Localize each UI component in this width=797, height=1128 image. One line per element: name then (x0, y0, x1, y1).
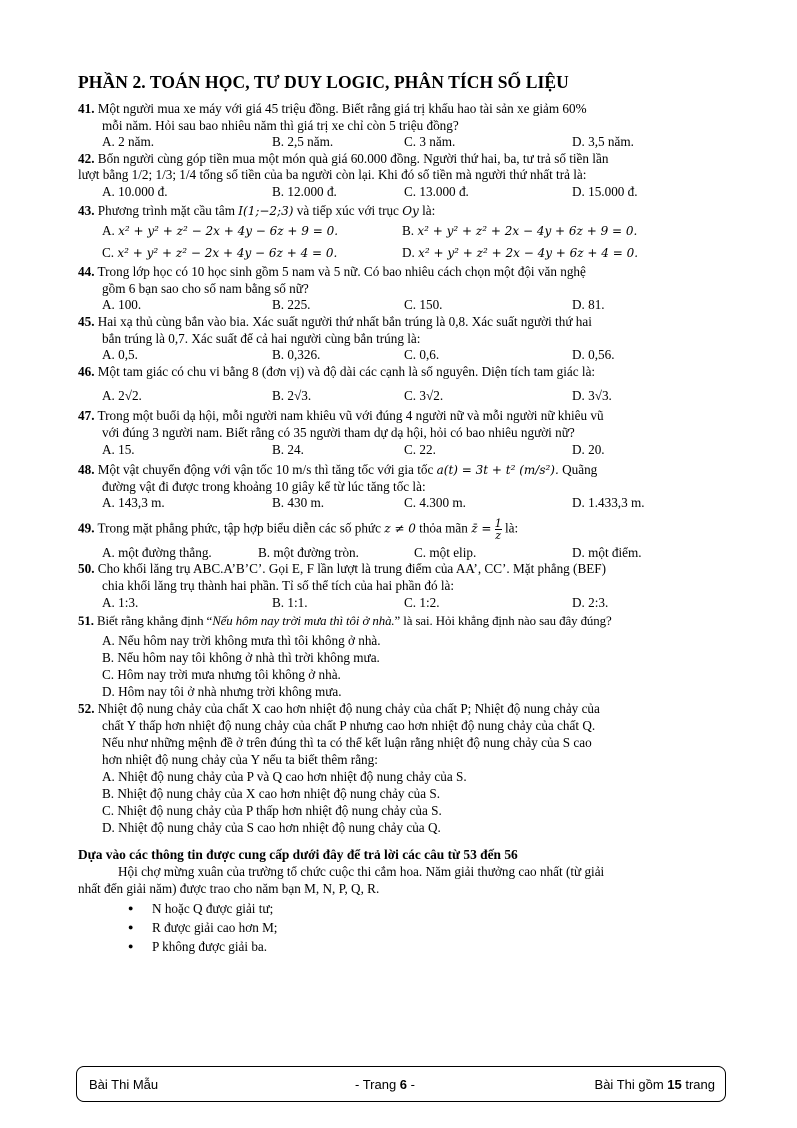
question-41: 41. Một người mua xe máy với giá 45 triệu đồng. Biết rằng giá trị khấu hao tài sản xe giảm 60% mỗi năm. Hỏi sau bao nhiêu năm thì giá trị xe chỉ còn 5 triệu đồng? (78, 101, 587, 133)
footer-exam-name: Bài Thi Mẫu (89, 1076, 159, 1092)
list-item: ● N hoặc Q được giải tư; (152, 899, 724, 918)
list-item: ● R được giải cao hơn M; (152, 918, 724, 937)
options-43-row2: C. x² + y² + z² − 2x + 4y − 6z + 4 = 0. D. x² + y² + z² + 2x − 4y + 6z + 4 = 0. (102, 244, 639, 260)
options-50: A. 1:3. B. 1:1. C. 1:2. D. 2:3. (102, 594, 609, 610)
footer-page-number: - Trang 6 - (355, 1076, 415, 1092)
options-42: A. 10.000 đ. B. 12.000 đ. C. 13.000 đ. D. 15.000 đ. (102, 183, 638, 199)
options-44: A. 100. B. 225. C. 150. D. 81. (102, 297, 605, 313)
question-48: 48. Một vật chuyển động với vận tốc 10 m/s thì tăng tốc với gia tốc a(t) = 3t + t² (m/s²). Quãng đường vật đi được trong khoảng 10 giây kể từ lúc tăng tốc là: (78, 462, 598, 494)
question-42: 42. Bốn người cùng góp tiền mua một món quà giá 60.000 đồng. Người thứ hai, ba, tư trả số tiền lần lượt bằng 1/2; 1/3; 1/4 tổng số tiền của ba người còn lại. Khi đó số tiền mà người thứ nhất trả là: (78, 150, 609, 183)
options-47: A. 15. B. 24. C. 22. D. 20. (102, 441, 605, 457)
options-51: A. Nếu hôm nay trời không mưa thì tôi không ở nhà. B. Nếu hôm nay tôi không ở nhà thì trời không mưa. C. Hôm nay trời mưa nhưng tôi không ở nhà. D. Hôm nay tôi ở nhà nhưng trời không mưa. (102, 632, 381, 699)
passage-heading: Dựa vào các thông tin được cung cấp dưới đây để trả lời các câu từ 53 đến 56 (78, 846, 518, 862)
passage-bullets (78, 899, 724, 956)
question-45: 45. Hai xạ thủ cùng bắn vào bia. Xác suất người thứ nhất bắn trúng là 0,8. Xác suất người thứ hai bắn trúng là 0,7. Xác suất để cả hai người cùng bắn trúng là: (78, 313, 592, 346)
question-51: 51. Biết rằng khẳng định “Nếu hôm nay trời mưa thì tôi ở nhà.” là sai. Hỏi khẳng định nào sau đây đúng? (78, 614, 612, 629)
options-41: A. 2 năm. B. 2,5 năm. C. 3 năm. D. 3,5 năm. (102, 134, 634, 150)
options-48: A. 143,3 m. B. 430 m. C. 4.300 m. D. 1.433,3 m. (102, 495, 645, 511)
page-footer (76, 1066, 726, 1102)
question-44: 44. Trong lớp học có 10 học sinh gồm 5 nam và 5 nữ. Có bao nhiêu cách chọn một đội văn nghệ gồm 6 bạn sao cho số nam bằng số nữ? (78, 264, 586, 296)
passage-text-cont: nhất đến giải năm) được trao cho năm bạn M, N, P, Q, R. (78, 880, 380, 896)
exam-page (78, 72, 724, 956)
options-49: A. một đường thẳng. B. một đường tròn. C. một elip. D. một điểm. (102, 544, 642, 560)
options-45: A. 0,5. B. 0,326. C. 0,6. D. 0,56. (102, 347, 615, 363)
options-52: A. Nhiệt độ nung chảy của P và Q cao hơn nhiệt độ nung chảy của S. B. Nhiệt độ nung chảy của X cao hơn nhiệt độ nung chảy của S. C. Nhiệt độ nung chảy của P thấp hơn nhiệt độ nung chảy của S. D. Nhiệt độ nung chảy của S cao hơn nhiệt độ nung chảy của Q. (102, 768, 467, 835)
question-46: 46. Một tam giác có chu vi bằng 8 (đơn vị) và độ dài các cạnh là số nguyên. Diện tích tam giác là: (78, 363, 596, 379)
question-47: 47. Trong một buổi dạ hội, mỗi người nam khiêu vũ với đúng 4 người nữ và mỗi người nữ khiêu vũ với đúng 3 người nam. Biết rằng có 35 người tham dự dạ hội, hỏi có bao nhiêu người nữ? (78, 408, 604, 440)
footer-total-pages: Bài Thi gồm 15 trang (594, 1076, 715, 1092)
question-49: 49. Trong mặt phẳng phức, tập hợp biểu diễn các số phức z ≠ 0 thỏa mãn z̄ = $\frac{1}{z}$ là: (78, 516, 519, 542)
passage-text: Hội chợ mừng xuân của trường tổ chức cuộc thi cắm hoa. Năm giải thưởng cao nhất (từ giải (118, 863, 605, 879)
options-46: A. 2√2. B. 2√3. C. 3√2. D. 3√3. (102, 388, 612, 404)
options-43-row1: A. x² + y² + z² − 2x + 4y − 6z + 9 = 0. B. x² + y² + z² + 2x − 4y + 6z + 9 = 0. (102, 223, 638, 239)
question-43: 43. Phương trình mặt cầu tâm I(1;−2;3) và tiếp xúc với trục Oy là: (78, 202, 436, 218)
question-52: 52. Nhiệt độ nung chảy của chất X cao hơn nhiệt độ nung chảy của chất P; Nhiệt độ nung chảy của chất Y thấp hơn nhiệt độ nung chảy của chất P nhưng cao hơn nhiệt độ nung chảy của chất Q. Nếu như những mệnh đề ở trên đúng thì ta có thể kết luận rằng nhiệt độ nung chảy của S cao hơn nhiệt độ nung chảy của Y nếu ta biết thêm rằng: (78, 700, 600, 767)
question-50: 50. Cho khối lăng trụ ABC.A’B’C’. Gọi E, F lần lượt là trung điểm của AA’, CC’. Mặt phẳng (BEF) chia khối lăng trụ thành hai phần. Tỉ số thể tích của hai phần đó là: (78, 561, 607, 594)
section-title: PHẦN 2. TOÁN HỌC, TƯ DUY LOGIC, PHÂN TÍCH SỐ LIỆU (78, 72, 569, 92)
fraction-1-over-z: $\frac{1}{z}$ (494, 516, 502, 542)
list-item: ● P không được giải ba. (152, 937, 724, 956)
